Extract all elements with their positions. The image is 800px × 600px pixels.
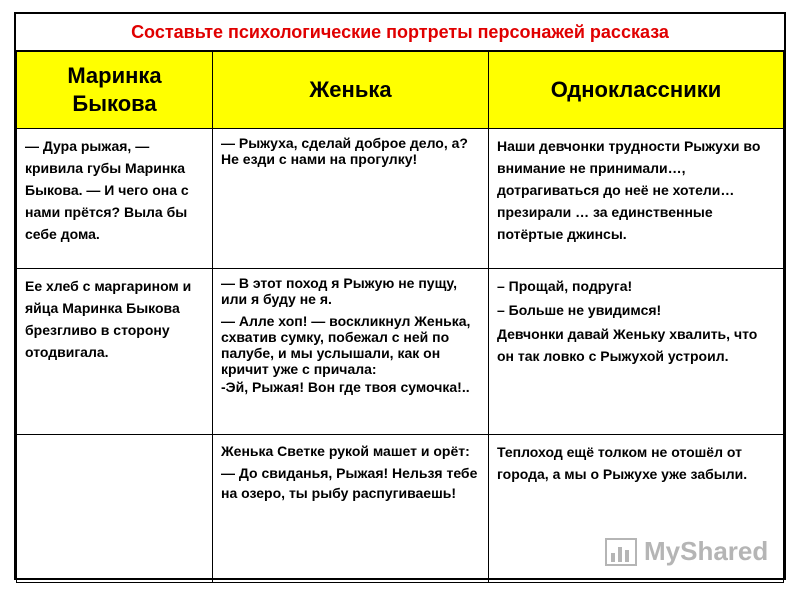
header-classmates: Одноклассники <box>489 52 784 129</box>
quote: Ее хлеб с маргарином и яйца Маринка Быкова брезгливо в сторону отодвигала. <box>25 278 192 360</box>
quote: -Эй, Рыжая! Вон где твоя сумочка!.. <box>221 379 470 395</box>
slide-title: Составьте психологические портреты персонажей рассказа <box>16 14 784 51</box>
table-row <box>17 269 784 435</box>
header-marinka: Маринка Быкова <box>17 52 213 129</box>
cell-zhenka <box>213 435 489 583</box>
portraits-table <box>16 51 784 583</box>
quote: – Прощай, подруга! <box>497 278 633 294</box>
quote: — До свиданья, Рыжая! Нельзя тебе на озеро, ты рыбу распугиваешь! <box>221 465 478 501</box>
cell-zhenka <box>213 269 489 435</box>
cell-classmates <box>489 269 784 435</box>
table-row <box>17 129 784 269</box>
cell-classmates <box>489 129 784 269</box>
quote: Девчонки давай Женьку хвалить, что он так ловко с Рыжухой устроил. <box>497 326 758 364</box>
quote: — Дура рыжая, — кривила губы Маринка Быкова. — И чего она с нами прётся? Выла бы себе дома. <box>25 138 189 242</box>
quote: — Рыжуха, сделай доброе дело, а? Не езди с нами на прогулку! <box>221 135 468 167</box>
quote: – Больше не увидимся! <box>497 302 662 318</box>
quote: — Алле хоп! — воскликнул Женька, схватив сумку, побежал с ней по палубе, и мы услышали, как он кричит уже с причала: <box>221 313 471 377</box>
cell-marinka <box>17 269 213 435</box>
watermark <box>604 536 768 567</box>
quote: Женька Светке рукой машет и орёт: <box>221 443 470 459</box>
cell-marinka <box>17 435 213 583</box>
bar-chart-icon <box>604 537 638 567</box>
cell-zhenka <box>213 129 489 269</box>
header-row <box>17 52 784 129</box>
watermark-text: MyShared <box>644 536 769 566</box>
quote: — В этот поход я Рыжую не пущу, или я буду не я. <box>221 275 458 307</box>
slide-frame <box>14 12 786 580</box>
cell-marinka <box>17 129 213 269</box>
header-zhenka: Женька <box>213 52 489 129</box>
quote: Наши девчонки трудности Рыжухи во внимание не принимали…, дотрагиваться до неё не хотели… презирали … за единственные потёртые джинсы. <box>497 138 761 242</box>
quote: Теплоход ещё толком не отошёл от города, а мы о Рыжухе уже забыли. <box>497 444 748 482</box>
